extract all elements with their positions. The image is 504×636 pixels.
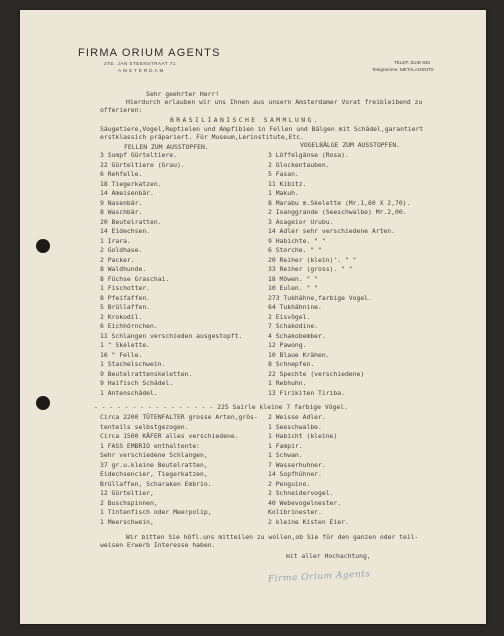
list-item: 14 Ameisenbär. bbox=[100, 189, 154, 197]
list-item: 1 Antenschädel. bbox=[100, 388, 158, 397]
closing-line: weisen Erwerb Interesse haben. bbox=[100, 541, 216, 549]
list-item: 8 Pfeifaffen. bbox=[100, 293, 151, 302]
list-item: 14 Adler sehr verschiedene Arten. bbox=[268, 227, 395, 235]
list-item: 8 Waldhunde. bbox=[100, 265, 147, 273]
list-item: 1 Fischotter. bbox=[100, 284, 151, 292]
list-item: 2 Eisvögel. bbox=[268, 312, 311, 321]
list-item: 64 Tukhähnine. bbox=[268, 303, 322, 311]
intro-line: offerieren: bbox=[100, 106, 143, 114]
list-item: 1 Stachelschwein. bbox=[100, 360, 166, 368]
greeting: Sehr geehrter Herr! bbox=[146, 90, 220, 98]
list-item: Eidechsencier, Tiegerkatzen, bbox=[100, 470, 208, 478]
list-item: 6 Rehfelle. bbox=[100, 170, 143, 178]
list-item: 37 gr.u.kleine Beutelratten, bbox=[100, 460, 208, 469]
list-item: 22 Spechte (verschiedene) bbox=[268, 369, 365, 378]
list-item: 40 Webevogelnester. bbox=[268, 498, 342, 507]
list-item: 33 Reiher (gross). " " bbox=[268, 265, 353, 273]
list-item: 2 Weisse Adler. bbox=[268, 413, 326, 421]
list-item: Sehr verschiedene Schlangen, bbox=[100, 451, 208, 459]
list-item: 2 Packer. bbox=[100, 255, 135, 264]
list-item: 9 Habichte. " " bbox=[268, 236, 326, 245]
list-item: Circa 2200 TÜTENFALTER grosse Arten,grös- bbox=[100, 413, 258, 421]
list-item: Circa 1500 KÄFER alles verschiedene. bbox=[100, 432, 239, 440]
list-item: 14 Sopfhühner. bbox=[268, 470, 322, 478]
list-item: 12 Gürteltier, bbox=[100, 489, 154, 497]
punch-hole bbox=[36, 396, 50, 410]
list-item: 16 " Felle. bbox=[100, 350, 143, 359]
list-item: 10 Eulen. " " bbox=[268, 284, 319, 292]
letterhead-address: 2TE. JAN STEENSTRAAT 71 bbox=[104, 61, 176, 66]
list-item: 4 Schakobember. bbox=[268, 331, 326, 340]
list-item: 2 Ioanggrande (Seeschwalbe) Mr.2,00. bbox=[268, 208, 407, 216]
description-line: Säugetiere,Vogel,Reptielen und Ampfibien in Fellen und Bälgen mit Schädel,garantiert bbox=[100, 125, 424, 133]
list-item: 1 Rebhuhn. bbox=[268, 379, 307, 387]
list-item: 8 Schnepfen. bbox=[268, 360, 315, 368]
list-item: 10 Blaue Krähen. bbox=[268, 350, 330, 359]
list-item: 7 Wasserhuhner. bbox=[268, 460, 326, 469]
list-item: 5 Fasan. bbox=[268, 170, 299, 178]
list-item: 8 Füchse Graschai. bbox=[100, 274, 170, 283]
intro-line: Hierdurch erlauben wir uns Ihnen aus unsern Amsterdamer Vorat freibleibend zu bbox=[126, 98, 423, 106]
list-item: 18 Tiegerkatzen. bbox=[100, 179, 162, 188]
list-item: 1 Irara. bbox=[100, 236, 131, 245]
regards: mit aller Hochachtung, bbox=[286, 552, 371, 560]
letter-sheet bbox=[20, 10, 486, 624]
list-item: 11 Kibitz. bbox=[268, 179, 307, 188]
list-item: Brüllaffen, Scharaken Embrio. bbox=[100, 479, 212, 488]
list-item: Kolibrinester. bbox=[268, 508, 322, 516]
list-item: 1 Seeschwalbe. bbox=[268, 422, 322, 431]
letterhead-city: AMSTERDAM bbox=[118, 68, 166, 73]
list-item: 2 Krokodil. bbox=[100, 312, 143, 321]
list-item: 14 Eidechsen. bbox=[100, 227, 151, 235]
letterhead-telegram: Telegramme: METALAGENTS bbox=[372, 67, 434, 72]
closing-line: Wir bitten Sie höfl.uns mitteilen zu wollen,ob Sie für den ganzen oder teil- bbox=[126, 533, 419, 541]
letterhead-firm-name: FIRMA ORIUM AGENTS bbox=[78, 47, 221, 59]
list-item: 2 Schneidervogel. bbox=[268, 489, 334, 497]
list-item: 9 Beutelrattenskeletten. bbox=[100, 369, 193, 378]
list-item: 13 Firikiten Tiriba. bbox=[268, 388, 345, 397]
list-item: 2 kleine Kisten Eier. bbox=[268, 517, 349, 526]
collection-title: BRASILIANISCHE SAMMLUNG. bbox=[170, 116, 320, 124]
list-item: 2 Glockentauben. bbox=[268, 160, 330, 169]
list-item: 1 Meerschwein, bbox=[100, 517, 154, 526]
signature-stamp: Firma Orium Agents bbox=[267, 569, 371, 585]
list-item: 6 Storche. " " bbox=[268, 246, 322, 254]
divider-line: - - - - - - - - - - - - - - - - 225 Sairle kleine 7 farbige Vögel. bbox=[94, 403, 348, 411]
list-item: 6 Eichhörnchen. bbox=[100, 322, 158, 330]
list-item: 2 Buschspinnen, bbox=[100, 498, 158, 507]
list-item: 7 Schakodine. bbox=[268, 322, 319, 330]
list-item: 1 Makuh. bbox=[268, 189, 299, 197]
left-column-heading: FELLEN ZUM AUSSTOPFEN. bbox=[124, 143, 209, 151]
list-item: 1 " Skelette. bbox=[100, 341, 151, 349]
list-item: 3 Sumpf Gürteltiere. bbox=[100, 151, 177, 159]
list-item: 1 FASS EMBRIO enthaltente: bbox=[100, 441, 201, 450]
list-item: 2 Goldhase. bbox=[100, 246, 143, 254]
list-item: 1 Schwan. bbox=[268, 451, 303, 459]
list-item: 9 Haifisch Schädel. bbox=[100, 379, 174, 387]
list-item: 20 Reiher (klein)'. " " bbox=[268, 255, 357, 264]
punch-hole bbox=[36, 239, 50, 253]
list-item: 20 Beutelratten. bbox=[100, 217, 162, 226]
description-line: erstklassich präpariert. Für Museum,Lerinstitute,Etc. bbox=[100, 133, 304, 141]
list-item: 18 Möwen. " " bbox=[268, 274, 319, 283]
list-item: 1 Habicht (kleine) bbox=[268, 432, 338, 440]
list-item: 2 Penguino. bbox=[268, 479, 311, 488]
list-item: 12 Pawong. bbox=[268, 341, 307, 349]
list-item: tenteils selbstgezogen. bbox=[100, 422, 189, 431]
right-column-heading: VOGELBÄLGE ZUM AUSSTOPFEN. bbox=[300, 141, 401, 149]
list-item: 5 Brüllaffen. bbox=[100, 303, 151, 311]
list-item: 22 Gürteltiere (Grau). bbox=[100, 160, 185, 169]
list-item: 273 Tukhähne,farbige Vogel. bbox=[268, 293, 372, 302]
list-item: 3 Asageior Urubu. bbox=[268, 217, 334, 226]
list-item: 1 Tintenfisch oder Meerpolip, bbox=[100, 508, 212, 516]
list-item: 8 Marabu m.Skelette (Mr.1,60 X 2,70). bbox=[268, 198, 411, 207]
list-item: 11 Schlangen verschieden ausgestopft. bbox=[100, 331, 243, 340]
letterhead-telephone: TELEF. ZUID 630 bbox=[394, 60, 430, 65]
list-item: 9 Nasenbär. bbox=[100, 198, 143, 207]
list-item: 1 Fampir. bbox=[268, 441, 303, 450]
list-item: 3 Löffelgänse (Rosa). bbox=[268, 151, 349, 159]
list-item: 8 Waschbär. bbox=[100, 208, 143, 216]
